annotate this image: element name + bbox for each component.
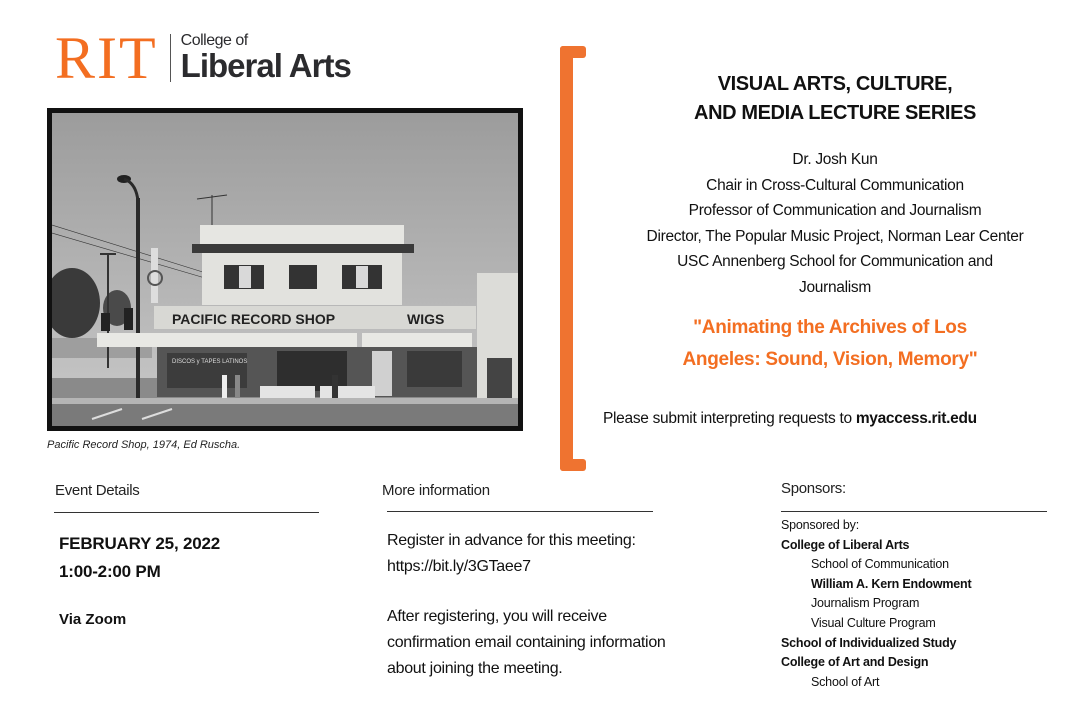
speaker-affiliation-1: USC Annenberg School for Communication and bbox=[677, 253, 993, 270]
more-info-heading: More information bbox=[382, 482, 490, 499]
after-registration-line-3: about joining the meeting. bbox=[387, 660, 563, 677]
speaker-title-2: Professor of Communication and Journalism bbox=[688, 202, 982, 219]
sponsors-heading: Sponsors: bbox=[781, 480, 846, 497]
more-info-divider bbox=[387, 511, 653, 512]
svg-text:DISCOS y TAPES LATINOS: DISCOS y TAPES LATINOS bbox=[172, 359, 248, 365]
after-registration-info bbox=[387, 604, 717, 682]
speaker-title-3: Director, The Popular Music Project, Norman Lear Center bbox=[646, 227, 1024, 245]
bracket-bottom bbox=[560, 459, 586, 471]
svg-text:WIGS: WIGS bbox=[407, 311, 445, 327]
event-time: 1:00-2:00 PM bbox=[59, 562, 161, 581]
after-registration-line-1: After registering, you will receive bbox=[387, 608, 607, 625]
sponsors-divider bbox=[781, 511, 1047, 512]
pacific-record-shop-photo bbox=[47, 108, 523, 431]
bracket-vertical bbox=[560, 46, 573, 471]
speaker-title-1: Chair in Cross-Cultural Communication bbox=[706, 176, 964, 194]
sponsor-college-of-art-and-design: College of Art and Design bbox=[781, 655, 929, 670]
talk-title bbox=[630, 312, 1030, 376]
talk-title-line-1: "Animating the Archives of Los bbox=[693, 317, 967, 338]
orange-bracket-decoration bbox=[560, 46, 586, 471]
interpreting-text: Please submit interpreting requests to bbox=[603, 410, 856, 427]
photo-caption: Pacific Record Shop, 1974, Ed Ruscha. bbox=[47, 439, 241, 451]
speaker-info bbox=[600, 147, 1070, 300]
talk-title-line-2: Angeles: Sound, Vision, Memory" bbox=[682, 349, 978, 370]
svg-text:PACIFIC RECORD SHOP: PACIFIC RECORD SHOP bbox=[172, 311, 336, 327]
event-date: FEBRUARY 25, 2022 bbox=[59, 534, 221, 553]
storefront-photo-image bbox=[52, 113, 518, 426]
event-venue: Via Zoom bbox=[59, 611, 127, 628]
interpreting-request-note bbox=[603, 410, 977, 428]
lecture-series-title bbox=[600, 70, 1070, 128]
series-title-line-1: VISUAL ARTS, CULTURE, bbox=[717, 73, 953, 95]
after-registration-line-2: confirmation email containing information bbox=[387, 634, 666, 651]
speaker-affiliation-2: Journalism bbox=[799, 278, 871, 296]
sponsors-list bbox=[781, 516, 971, 692]
rit-liberal-arts-logo bbox=[55, 25, 351, 91]
sponsor-kern-endowment: William A. Kern Endowment bbox=[811, 576, 972, 591]
register-text: Register in advance for this meeting: bbox=[387, 532, 636, 549]
event-details-heading: Event Details bbox=[55, 482, 140, 499]
logo-wordmark bbox=[181, 33, 351, 83]
sponsor-visual-culture-program: Visual Culture Program bbox=[811, 615, 936, 630]
sponsor-school-of-art: School of Art bbox=[811, 674, 880, 689]
logo-college-of: College of bbox=[180, 32, 248, 49]
registration-info bbox=[387, 528, 717, 580]
register-link[interactable]: https://bit.ly/3GTaee7 bbox=[387, 558, 531, 575]
sponsor-school-of-communication: School of Communication bbox=[811, 557, 949, 572]
logo-liberal-arts: Liberal Arts bbox=[180, 47, 351, 84]
sponsors-intro: Sponsored by: bbox=[781, 518, 860, 532]
bracket-top bbox=[560, 46, 586, 58]
logo-rit-mark: RIT bbox=[55, 25, 158, 91]
logo-divider bbox=[170, 34, 171, 82]
series-title-line-2: AND MEDIA LECTURE SERIES bbox=[694, 102, 976, 124]
event-details-divider bbox=[54, 512, 319, 513]
sponsor-journalism-program: Journalism Program bbox=[811, 596, 920, 611]
sponsor-school-of-individualized-study: School of Individualized Study bbox=[781, 635, 957, 650]
event-date-time bbox=[59, 530, 220, 586]
sponsor-college-of-liberal-arts: College of Liberal Arts bbox=[781, 537, 910, 552]
myaccess-link[interactable]: myaccess.rit.edu bbox=[855, 410, 977, 427]
speaker-name: Dr. Josh Kun bbox=[792, 151, 878, 168]
